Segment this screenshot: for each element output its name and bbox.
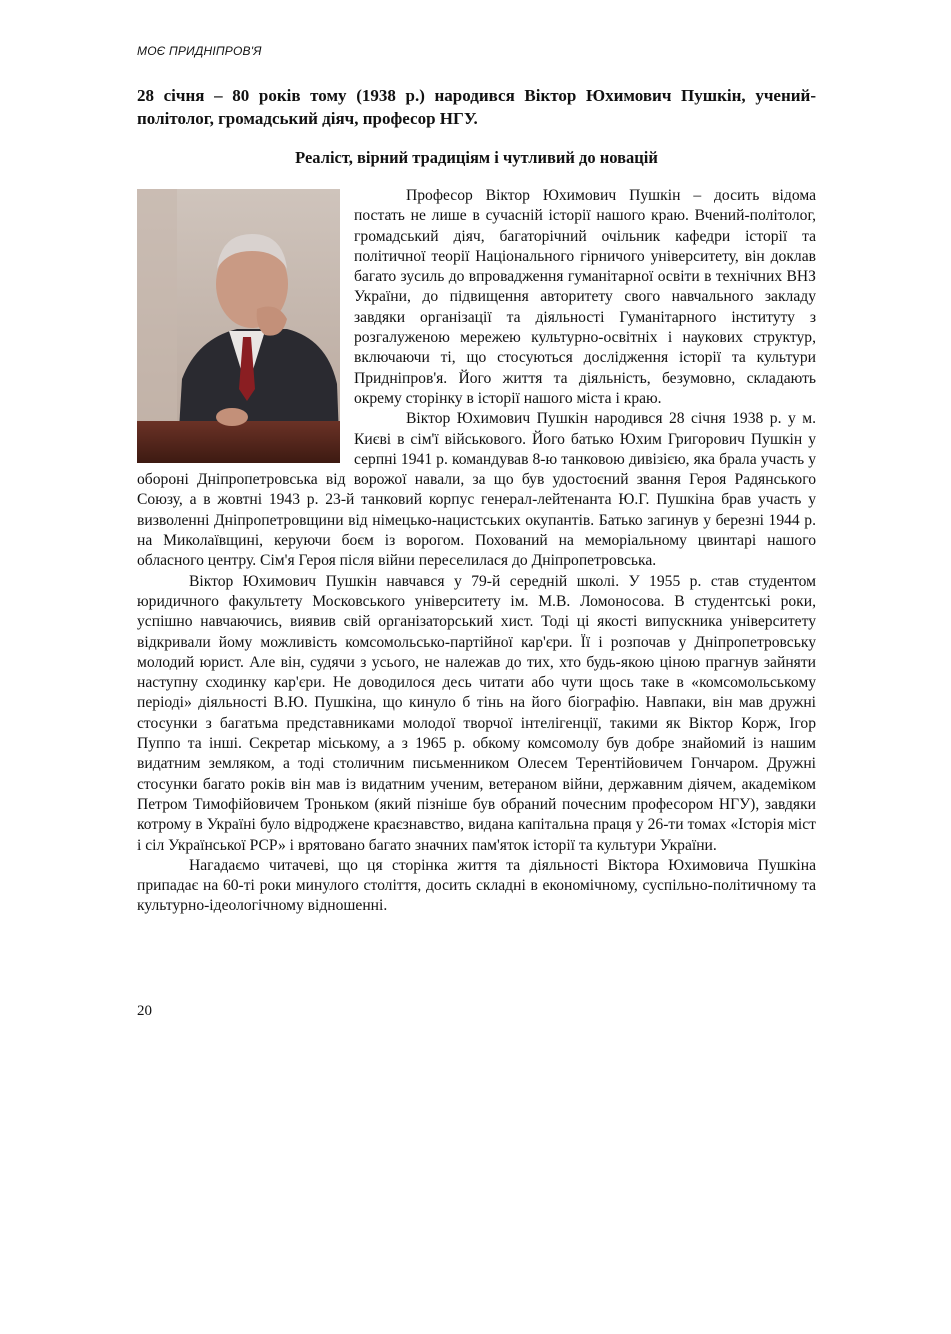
running-header: МОЄ ПРИДНІПРОВ'Я bbox=[137, 44, 262, 58]
paragraph: Професор Віктор Юхимович Пушкін – досить відома постать не лише в сучасній історії нашого краю. Вчений-політолог, громадський діяч, багаторічний очільник кафедри історії та політичної теорії Національного гірничого університету, він доклав багато зусиль до впровадження гуманітарної освіти в технічних ВНЗ України, до підвищення авторитету свого навчального закладу завдяки організації та діяльності Гуманітарного інституту з розгалуженою мережею культурно-освітніх і наукових структур, включаючи ті, що стосуються дослідження історії та культури Придніпров'я. Його життя та діяльність, безумовно, складають окрему сторінку в історії нашого міста і краю. bbox=[354, 187, 816, 407]
page-number: 20 bbox=[137, 1003, 152, 1019]
paragraph: Віктор Юхимович Пушкін навчався у 79-й середній школі. У 1955 р. став студентом юридичного факультету Московського університету ім. М.В. Ломоносова. В студентські роки, успішно навчаючись, виявив свій організаторський хист. Тоді ці якості випускника університету відкривали йому можливість комсомольсько-партійної кар'єри. Її і розпочав у Дніпропетровську молодий юрист. Але він, судячи з усього, не належав до тих, хто будь-якою ціною прагнув зайняти наступну сходинку кар'єри. Не доводилося десь читати або чути щось таке в «комсомольському періоді» діяльності В.Ю. Пушкіна, що кинуло б тінь на його біографію. Навпаки, він мав дружні стосунки з багатьма представниками молодої творчої інтелігенції, такими як Віктор Корж, Ігор Пуппо та інші. Секретар міському, а з 1965 р. обкому комсомолу був добре знайомий із нашим видатним земляком, а тоді столичним письменником Олесем Терентійовичем Гончаром. Дружні стосунки багато років він мав із видатним ученим, ветераном війни, державним діячем, академіком Петром Тимофійовичем Троньком (який пізніше був обраний почесним професором НГУ), завдяки котрому в Україні було відроджене краєзнавство, видана капітальна праця у 26-ти томах «Історія міст і сіл Української РСР» і врятовано багато значних пам'яток історії та культури України. bbox=[137, 572, 816, 854]
announcement: 28 січня – 80 років тому (1938 р.) народився Віктор Юхимович Пушкін, учений-політолог, громадський діяч, професор НГУ. bbox=[137, 86, 816, 128]
article-title: Реаліст, вірний традиціям і чутливий до новацій bbox=[295, 148, 658, 167]
portrait-photo bbox=[137, 189, 340, 463]
paragraph: Нагадаємо читачеві, що ця сторінка життя та діяльності Віктора Юхимовича Пушкіна припадає на 60-ті роки минулого століття, досить складні в економічному, суспільно-політичному та культурно-ідеологічному відношенні. bbox=[137, 856, 816, 915]
article-body bbox=[137, 186, 816, 917]
portrait-photo-icon bbox=[137, 189, 340, 463]
paragraph: Віктор Юхимович Пушкін народився 28 січня 1938 р. у м. Києві в сім'ї військового. Його батько Юхим Григорович Пушкін у серпні 1941 р. командував 8-ю танковою дивізією, яка брала участь у обороні Дніпропетровська від ворожої навали, за що був удостоєний звання Героя Радянського Союзу, а в жовтні 1943 р. 23-й танковий корпус генерал-лейтенанта Ю.Г. Пушкіна брав участь у визволенні Дніпропетровщини від німецько-нацистських окупантів. Батько загинув у березні 1944 р. на Миколаївщині, керуючи боєм із ворогом. Похований на меморіальному цвинтарі нашого обласного центру. Сім'я Героя після війни переселилася до Дніпропетровська. bbox=[137, 410, 816, 570]
